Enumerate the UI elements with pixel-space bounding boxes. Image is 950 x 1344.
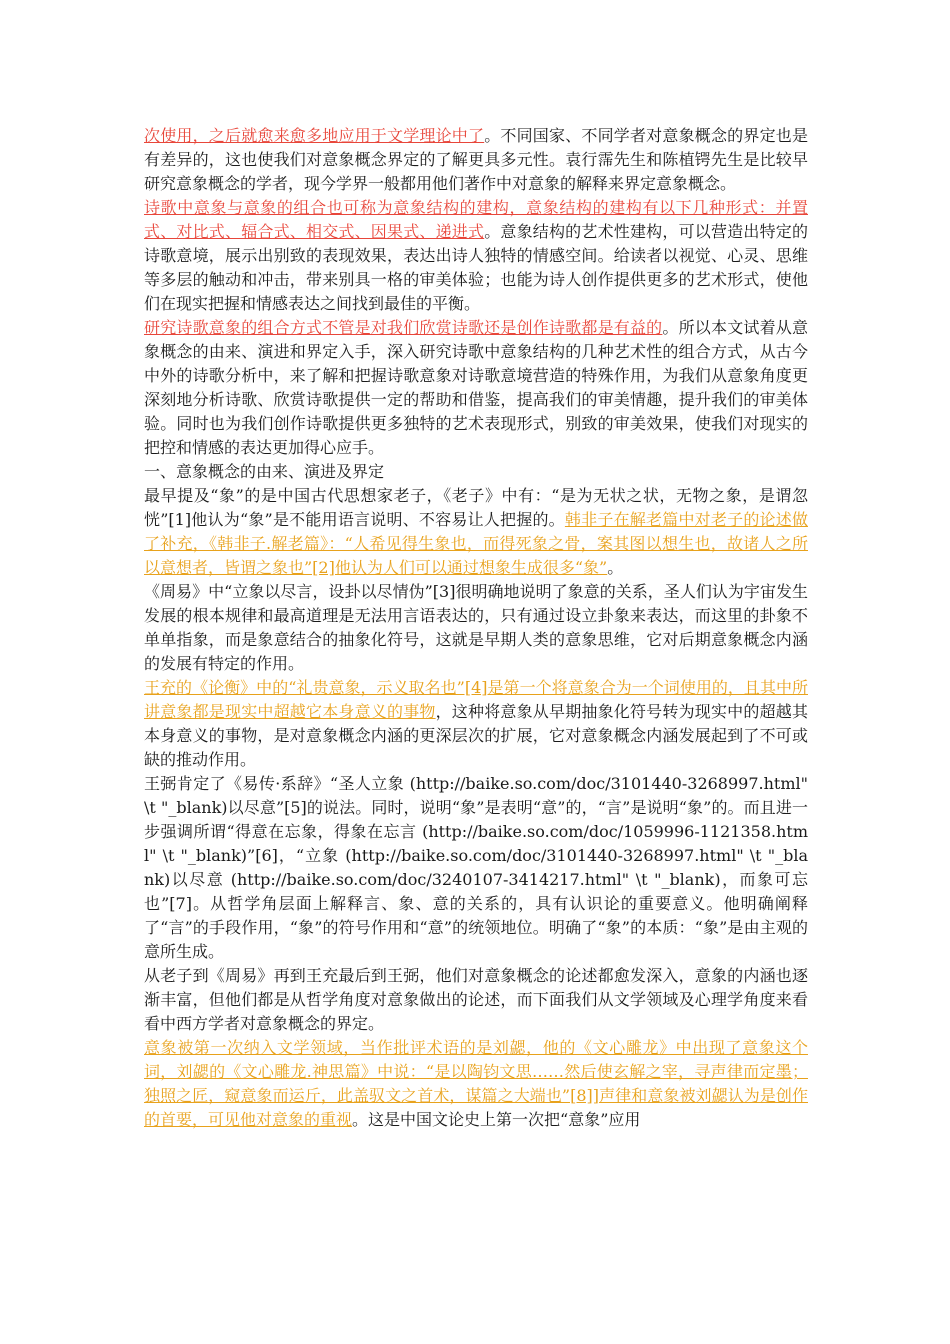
highlighted-text: 意象被第一次纳入文学领域，当作批评术语的是刘勰，他的《文心雕龙》中出现了意象这个词，刘勰的《文心雕龙.神思篇》中说：“是以陶钧文思……然后使玄解之宰，	[144, 1038, 808, 1081]
text-run: 王弼肯定了《易传·系辞》“圣人立象 (http://baike.so.com/doc/3101440-3268997.html" \t "_blank)以尽意”[5]的说法。同时，说明“象”是表明“意”的，“言”是说明“象”的。而且进一步强调所谓“得意在忘象，得象在忘言 (http://baike.so.com/doc/1059996-1121358.html" \t "_blank)”[6]，“立象 (http://baike.so.com/doc/3101440-3268997.html" \t "_blank)以尽意 (http://baike.so.com/doc/3240107-3414217.html" \t "_blank)，而象可忘也”[7]。从哲学角层面上解释言、象、意的关系的，具有认识论的重要意义。他明确阐释了“言”的手段作用，“象”的符号作用和“意”的统领地位。明确了“象”的本质：“象”是由主观的意所生成。	[144, 774, 808, 961]
highlighted-text: 王充的《论衡》中的“礼贵意象，示义取名也”[4]是第一个将意象合为一个词使用的，且其中所讲意象都是现实中超越它本身意义的事物	[144, 678, 808, 721]
paragraph	[144, 316, 808, 460]
text-run: ，这种将意象从早期抽象化符号转为现实中的超越其本身意义的事物，是对意象概念内涵的更深层次的扩展，它对意象概念内涵发展起到了不可或缺的推动作用。	[144, 702, 808, 769]
paragraph	[144, 772, 808, 964]
paragraph	[144, 676, 808, 772]
text-run: 。	[607, 558, 624, 577]
paragraph	[144, 484, 808, 580]
paragraph	[144, 964, 808, 1036]
paragraph	[144, 196, 808, 316]
paragraph	[144, 124, 808, 196]
text-run: 。所以本文试着从意象概念的由来、演进和界定入手，深入研究诗歌中意象结构的几种艺术性的组合方式，从古今中外的诗歌分析中，来了解和把握诗歌意象对诗歌意境营造的特殊作用，为我们从意象角度更深刻地分析诗歌、欣赏诗歌提供一定的帮助和借鉴，提高我们的审美情趣，提升我们的审美体验。同时也为我们创作诗歌提供更多独特的艺术表现形式，别致的审美效果，使我们对现实的把控和情感的表达更加得心应手。	[144, 318, 808, 457]
highlighted-text: 研究诗歌意象的组合方式不管是对我们欣赏诗歌还是创作诗歌都是有益的	[144, 318, 663, 337]
paragraph	[144, 1036, 808, 1132]
text-run: 。意象结构的艺术性建构，可以营造出特定的诗歌意境，展示出别致的表现效果，表达出诗人独特的情感空间。给读者以视觉、心灵、思维等多层的触动和冲击，带来别具一格的审美体验；也能为诗人创作提供更多的艺术形式，使他们在现实把握和情感表达之间找到最佳的平衡。	[144, 222, 808, 313]
text-run: 从老子到《周易》再到王充最后到王弼，他们对意象概念的论述都愈发深入，意象的内涵也逐渐丰富，但他们都是从哲学角度对意象做出的论述，而下面我们从文学领域及心理学角度来看看中西方学者对意象概念的界定。	[144, 966, 808, 1033]
text-run: 最早提及“象”的是中国古代思想家老子，《老子》中有：“是为无状之状，无物之象，是谓忽恍”[1]他认为“象”是不能用语言说明、不容易让人把握的。	[144, 486, 808, 529]
highlighted-text: ]声律和意象被刘勰认为是创作的首要，可见他对意象的重视	[144, 1086, 808, 1129]
highlighted-text: 次使用，之后就愈来愈多地应用于文学理论中了	[144, 126, 485, 145]
highlighted-text: 寻声律而定墨；独照之匠，窥意象而运斤，此盖驭文之首术，谋篇之大端也”[8]	[144, 1062, 808, 1105]
text-run: 一、意象概念的由来、演进及界定	[144, 462, 385, 481]
paragraph	[144, 460, 808, 484]
text-run: 。这是中国文论史上第一次把“意象”应用	[352, 1110, 641, 1129]
highlighted-text: 韩非子在解老篇中对老子的论述做了补充，《韩非子.解老篇》：“人希见得生象也，而得死象之骨，案其图以想生也，故诸人之所以意想者，皆谓之象也”[2]他认为人们可以通过想象生成很多“象”	[144, 510, 808, 577]
highlighted-text: 诗歌中意象与意象的组合也可称为意象结构的建构，意象结构的建构有以下几种形式：并置式、对比式、辐合式、相交式、因果式、递进式	[144, 198, 808, 241]
document-body	[144, 124, 808, 1132]
paragraph	[144, 580, 808, 676]
text-run: 。不同国家、不同学者对意象概念的界定也是有差异的，这也使我们对意象概念界定的了解更具多元性。袁行霈先生和陈植锷先生是比较早研究意象概念的学者，现今学界一般都用他们著作中对意象的解释来界定意象概念。	[144, 126, 808, 193]
text-run: 《周易》中“立象以尽言，设卦以尽情伪”[3]很明确地说明了象意的关系，圣人们认为宇宙发生发展的根本规律和最高道理是无法用言语表达的，只有通过设立卦象来表达，而这里的卦象不单单指象，而是象意结合的抽象化符号，这就是早期人类的意象思维，它对后期意象概念内涵的发展有特定的作用。	[144, 582, 808, 673]
